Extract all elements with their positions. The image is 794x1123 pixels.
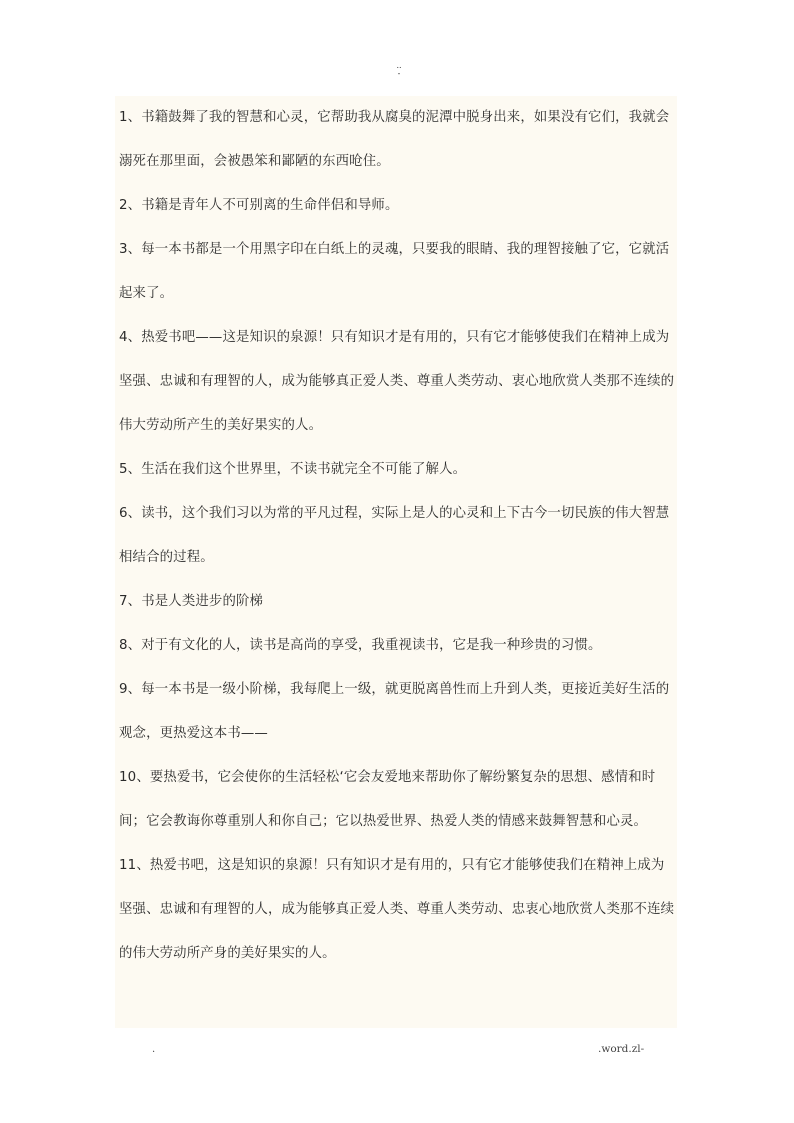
footer-left-mark: . bbox=[152, 1044, 156, 1055]
quote-paragraph-5: 5、生活在我们这个世界里，不读书就完全不可能了解人。 bbox=[119, 462, 467, 477]
quote-paragraph-3: 3、每一本书都是一个用黑字印在白纸上的灵魂，只要我的眼睛、我的理智接触了它，它就活起来了。 bbox=[119, 242, 670, 301]
quote-paragraph-6: 6、读书，这个我们习以为常的平凡过程，实际上是人的心灵和上下古今一切民族的伟大智慧相结合的过程。 bbox=[119, 506, 670, 565]
quote-paragraph-9: 9、每一本书是一级小阶梯，我每爬上一级，就更脱离兽性而上升到人类，更接近美好生活的观念，更热爱这本书—— bbox=[119, 682, 670, 741]
quote-paragraph-10: 10、要热爱书，它会使你的生活轻松‘它会友爱地来帮助你了解纷繁复杂的思想、感情和时间；它会教诲你尊重别人和你自己；它以热爱世界、热爱人类的情感来鼓舞智慧和心灵。 bbox=[119, 770, 656, 829]
quote-paragraph-4: 4、热爱书吧——这是知识的泉源！只有知识才是有用的，只有它才能够使我们在精神上成为坚强、忠诚和有理智的人，成为能够真正爱人类、尊重人类劳动、衷心地欣赏人类那不连续的伟大劳动所产生的美好果实的人。 bbox=[119, 330, 675, 433]
page-header-mark: .. - bbox=[396, 61, 402, 78]
quote-paragraph-2: 2、书籍是青年人不可别离的生命伴侣和导师。 bbox=[119, 198, 399, 213]
quotes-body bbox=[115, 96, 677, 1028]
quote-paragraph-7: 7、书是人类进步的阶梯 bbox=[119, 594, 264, 609]
quote-paragraph-11: 11、热爱书吧，这是知识的泉源！只有知识才是有用的，只有它才能够使我们在精神上成为坚强、忠诚和有理智的人，成为能够真正爱人类、尊重人类劳动、忠衷心地欣赏人类那不连续的伟大劳动所产身的美好果实的人。 bbox=[119, 858, 675, 961]
quote-paragraph-1: 1、书籍鼓舞了我的智慧和心灵，它帮助我从腐臭的泥潭中脱身出来，如果没有它们，我就会溺死在那里面，会被愚笨和鄙陋的东西呛住。 bbox=[119, 110, 670, 169]
quote-paragraph-8: 8、对于有文化的人，读书是高尚的享受，我重视读书，它是我一种珍贵的习惯。 bbox=[119, 638, 602, 653]
footer-right-mark: .word.zl- bbox=[598, 1043, 645, 1055]
